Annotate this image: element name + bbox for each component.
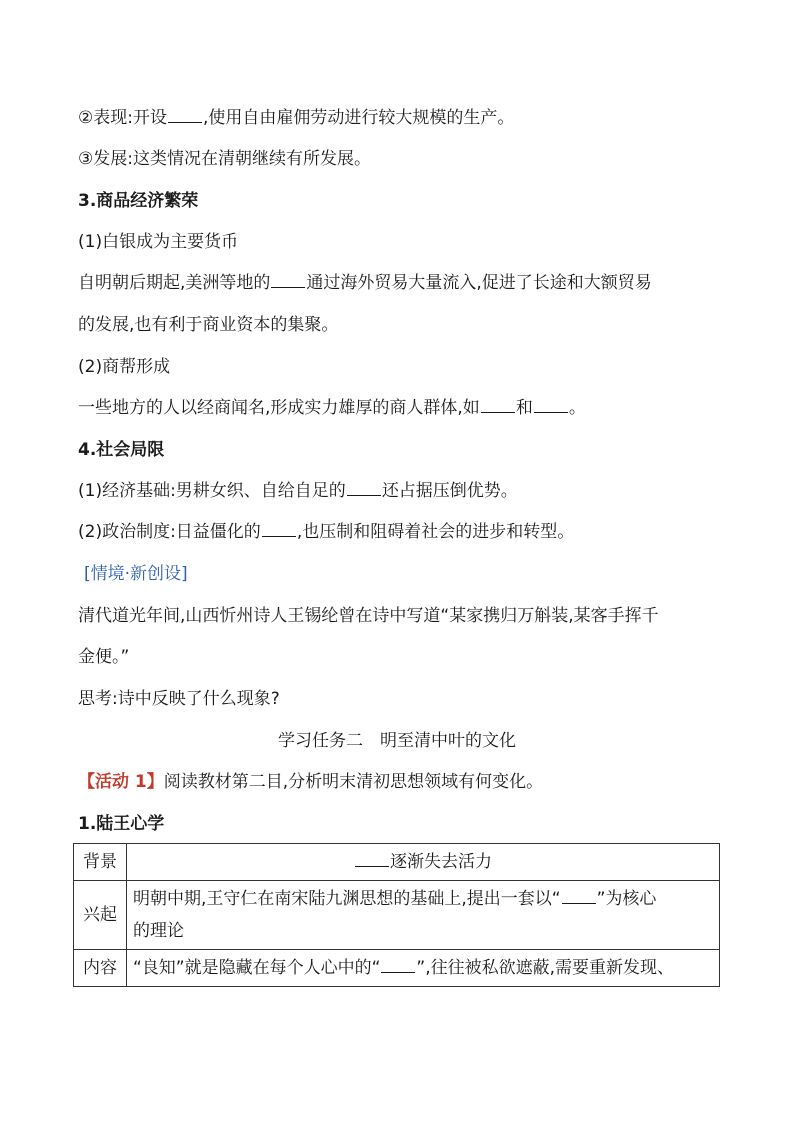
text-line-4 <box>78 271 652 295</box>
row-header: 内容 <box>74 950 127 987</box>
activity-label: 【活动 1】 <box>78 772 164 792</box>
fill-blank[interactable] <box>481 396 515 413</box>
table-row <box>74 881 720 950</box>
fill-blank[interactable] <box>562 887 596 904</box>
text-line-8 <box>78 479 518 503</box>
fill-blank[interactable] <box>262 520 296 537</box>
row-header: 背景 <box>74 844 127 881</box>
text-line-6: (2)商帮形成 <box>78 357 171 377</box>
text-line-10: 清代道光年间,山西忻州诗人王锡纶曾在诗中写道“某家携归万斛装,某客手挥千 <box>78 606 659 626</box>
cell-text: ”,往往被私欲遮蔽,需要重新发现、 <box>416 958 675 978</box>
cell-text: 的理论 <box>133 921 184 941</box>
text-segment: 一些地方的人以经商闻名,形成实力雄厚的商人群体,如 <box>78 398 480 418</box>
activity-text: 阅读教材第二目,分析明末清初思想领域有何变化。 <box>163 772 544 792</box>
activity-line <box>78 770 543 794</box>
text-line-1 <box>78 106 514 130</box>
cell-text: 明朝中期,王守仁在南宋陆九渊思想的基础上,提出一套以“ <box>133 889 561 909</box>
section-heading-4: 4.社会局限 <box>78 440 165 460</box>
table-row <box>74 844 720 881</box>
text-line-9 <box>78 520 574 544</box>
text-segment: ②表现:开设 <box>78 108 167 128</box>
text-line-7 <box>78 396 586 420</box>
fill-blank[interactable] <box>355 850 389 867</box>
table-cell <box>127 881 720 950</box>
text-line-11: 金便。” <box>78 647 130 667</box>
text-segment: (2)政治制度:日益僵化的 <box>78 522 261 542</box>
text-line-5: 的发展,也有利于商业资本的集聚。 <box>78 315 339 335</box>
fill-blank[interactable] <box>347 479 381 496</box>
lu-wang-table <box>73 843 720 987</box>
question-line: 思考:诗中反映了什么现象? <box>78 689 280 709</box>
text-segment: ,使用自由雇佣劳动进行较大规模的生产。 <box>202 108 515 128</box>
text-segment: 通过海外贸易大量流入,促进了长途和大额贸易 <box>306 273 652 293</box>
text-line-2: ③发展:这类情况在清朝继续有所发展。 <box>78 149 371 169</box>
section-heading-lw: 1.陆王心学 <box>78 814 165 834</box>
fill-blank[interactable] <box>534 396 568 413</box>
text-segment: (1)经济基础:男耕女织、自给自足的 <box>78 481 346 501</box>
table-cell <box>127 844 720 881</box>
text-segment: 。 <box>568 398 586 418</box>
task-title: 学习任务二 明至清中叶的文化 <box>278 731 516 751</box>
text-segment: ,也压制和阻碍着社会的进步和转型。 <box>296 522 575 542</box>
text-segment: 自明朝后期起,美洲等地的 <box>78 273 271 293</box>
table-row <box>74 950 720 987</box>
fill-blank[interactable] <box>381 956 415 973</box>
cell-text: ”为核心 <box>596 889 657 909</box>
row-header: 兴起 <box>74 881 127 950</box>
cell-text: 逐渐失去活力 <box>390 852 492 872</box>
fill-blank[interactable] <box>271 271 305 288</box>
text-segment: 还占据压倒优势。 <box>381 481 518 501</box>
text-segment: 和 <box>515 398 533 418</box>
fill-blank[interactable] <box>168 106 202 123</box>
text-line-3: (1)白银成为主要货币 <box>78 232 239 252</box>
context-tag: [情境·新创设] <box>84 564 188 584</box>
cell-text: “良知”就是隐藏在每个人心中的“ <box>133 958 381 978</box>
table-cell <box>127 950 720 987</box>
section-heading-3: 3.商品经济繁荣 <box>78 191 199 211</box>
